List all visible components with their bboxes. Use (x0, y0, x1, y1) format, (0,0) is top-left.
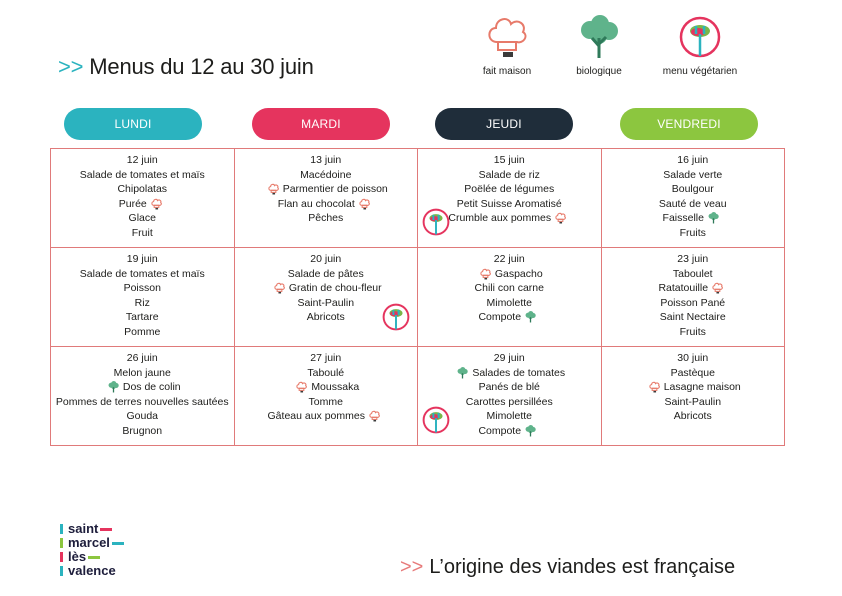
organic-tree-icon (456, 367, 469, 379)
menu-item (604, 380, 783, 395)
menu-item (604, 310, 783, 325)
menu-item-text: Abricots (673, 410, 712, 422)
menu-item-text: Carottes persillées (465, 395, 553, 408)
menu-item-text: Saint Nectaire (659, 311, 726, 323)
menu-item-text: Salade de tomates et maïs (79, 168, 205, 181)
footer-text: L’origine des viandes est française (429, 556, 736, 578)
menu-item (604, 281, 783, 296)
menu-item-text: Flan au chocolat (277, 197, 355, 210)
title-arrows: >> (58, 54, 84, 79)
cell-date: 30 juin (677, 352, 709, 364)
chef-hat-icon (711, 282, 724, 294)
menu-item (420, 310, 599, 325)
menu-item-text: Salades de tomates (472, 366, 566, 379)
menu-item (53, 182, 232, 197)
chef-hat-icon (267, 183, 280, 195)
menu-item-text: Compote (478, 311, 522, 323)
menu-item-text: Purée (118, 197, 147, 210)
title-text: Menus du 12 au 30 juin (89, 54, 314, 79)
cell-date: 12 juin (126, 154, 158, 166)
day-pill-lundi: LUNDI (64, 108, 202, 140)
menu-item (237, 211, 416, 226)
menu-item-text: Taboulet (672, 267, 713, 280)
day-pill-vendredi: VENDREDI (620, 108, 758, 140)
menu-item (420, 168, 599, 183)
menu-item-text: Tartare (125, 311, 159, 323)
menu-item-text: Abricots (306, 311, 345, 323)
day-cell (418, 248, 602, 347)
legend-label: biologique (576, 66, 622, 77)
day-cell (234, 347, 418, 446)
menu-item-text: Taboulé (307, 366, 345, 379)
menu-item-text: Salade de riz (478, 168, 540, 181)
menu-table (50, 148, 785, 446)
chef-hat-icon (295, 381, 308, 393)
menu-item-text: Boulgour (671, 183, 714, 195)
menu-item-text: Crumble aux pommes (448, 212, 552, 224)
menu-item-text: Saint-Paulin (297, 296, 355, 309)
chef-hat-icon (273, 282, 286, 294)
cell-date: 15 juin (493, 154, 525, 166)
menu-item (237, 281, 416, 296)
week-row (51, 347, 785, 446)
menu-item-text: Dos de colin (122, 381, 181, 393)
menu-item (604, 296, 783, 311)
menu-item (237, 168, 416, 183)
legend-label: fait maison (482, 66, 532, 77)
week-row (51, 248, 785, 347)
menu-item (53, 409, 232, 424)
menu-item-text: Petit Suisse Aromatisé (456, 197, 562, 210)
menu-item-text: Tomme (308, 395, 343, 408)
menu-item (237, 366, 416, 381)
menu-item (53, 267, 232, 282)
cell-date: 13 juin (310, 154, 342, 166)
menu-item (53, 168, 232, 183)
menu-item (604, 267, 783, 282)
day-cell (601, 347, 785, 446)
organic-tree-icon (707, 212, 720, 224)
cell-date: 23 juin (677, 253, 709, 265)
menu-item-text: Poëlée de légumes (464, 183, 555, 195)
menu-item (604, 168, 783, 183)
menu-item (420, 296, 599, 311)
menu-item-text: Mimolette (486, 296, 532, 309)
menu-item-text: Fruit (131, 226, 153, 239)
chef-hat-icon (358, 198, 371, 210)
menu-item (604, 182, 783, 197)
menu-item-text: Brugnon (122, 424, 163, 437)
day-cell (51, 149, 235, 248)
menu-item (53, 226, 232, 241)
menu-item (53, 424, 232, 439)
menu-item (237, 380, 416, 395)
menu-item-text: Poisson (123, 282, 161, 294)
menu-item (237, 197, 416, 212)
menu-item-text: Riz (134, 296, 150, 309)
menu-item-text: Macédoine (300, 168, 352, 181)
menu-item (420, 281, 599, 296)
menu-item-text: Chipolatas (117, 183, 168, 195)
menu-item (420, 366, 599, 381)
menu-item-text: Pommes de terres nouvelles sautées (55, 395, 229, 408)
menu-item-text: Gaspacho (494, 267, 543, 280)
menu-item (53, 211, 232, 226)
day-cell (234, 248, 418, 347)
chef-hat-icon (368, 410, 381, 422)
town-logo: saint marcel lès valence (60, 522, 124, 578)
menu-item-text: Fruits (679, 325, 706, 338)
menu-item (53, 296, 232, 311)
menu-item (604, 211, 783, 226)
day-cell (601, 149, 785, 248)
menu-item (53, 325, 232, 340)
menu-item (604, 325, 783, 340)
chef-hat-icon (479, 268, 492, 280)
chef-hat-icon (554, 212, 567, 224)
menu-item-text: Gratin de chou-fleur (288, 282, 382, 294)
organic-tree-icon (524, 311, 537, 323)
cell-date: 27 juin (310, 352, 342, 364)
menu-item (237, 409, 416, 424)
menu-item-text: Moussaka (311, 381, 360, 393)
day-pill-mardi: MARDI (252, 108, 390, 140)
vegetarian-plate-icon (421, 207, 451, 242)
vegetarian-plate-icon (645, 14, 755, 60)
menu-item-text: Faisselle (662, 212, 704, 224)
organic-tree-icon (544, 14, 654, 60)
cell-date: 20 juin (310, 253, 342, 265)
menu-item (420, 182, 599, 197)
legend-biologique (544, 14, 654, 77)
day-cell (51, 347, 235, 446)
menu-item-text: Sauté de veau (658, 197, 727, 210)
menu-item-text: Lasagne maison (663, 381, 741, 393)
vegetarian-plate-icon (381, 302, 411, 337)
cell-date: 26 juin (126, 352, 158, 364)
menu-item-text: Ratatouille (658, 282, 709, 294)
menu-item (53, 310, 232, 325)
week-row (51, 149, 785, 248)
day-cell (601, 248, 785, 347)
menu-item-text: Glace (128, 212, 156, 224)
menu-item (53, 281, 232, 296)
day-cell (234, 149, 418, 248)
menu-item (237, 182, 416, 197)
day-cell (51, 248, 235, 347)
footer-arrows: >> (400, 556, 424, 578)
menu-item (53, 366, 232, 381)
cell-date: 16 juin (677, 154, 709, 166)
menu-item-text: Gâteau aux pommes (267, 410, 365, 422)
menu-item (237, 395, 416, 410)
menu-item-text: Pêches (308, 212, 344, 224)
menu-item-text: Melon jaune (113, 366, 171, 379)
menu-item-text: Compote (478, 424, 522, 437)
meat-origin-note (400, 556, 735, 579)
menu-item-text: Poisson Pané (660, 296, 726, 309)
menu-item-text: Salade de pâtes (287, 267, 364, 280)
menu-item (53, 380, 232, 395)
menu-item (420, 267, 599, 282)
menu-item (237, 267, 416, 282)
menu-item-text: Parmentier de poisson (282, 183, 388, 195)
menu-item-text: Gouda (126, 410, 159, 422)
legend-vegetarien (645, 14, 755, 77)
menu-item-text: Pomme (124, 325, 161, 338)
vegetarian-plate-icon (421, 405, 451, 440)
menu-item (604, 226, 783, 241)
menu-item (604, 366, 783, 381)
menu-item-text: Chili con carne (474, 282, 544, 294)
menu-item-text: Salade verte (663, 168, 723, 181)
menu-item (53, 395, 232, 410)
menu-item (53, 197, 232, 212)
menu-item-text: Salade de tomates et maïs (79, 267, 205, 280)
menu-item-text: Pastèque (670, 366, 715, 379)
cell-date: 22 juin (493, 253, 525, 265)
menu-item (604, 395, 783, 410)
day-cell (418, 347, 602, 446)
menu-item-text: Fruits (679, 226, 706, 239)
menu-item-text: Panés de blé (478, 381, 540, 393)
chef-hat-icon (648, 381, 661, 393)
menu-item (604, 197, 783, 212)
menu-item-text: Mimolette (486, 410, 532, 422)
legend-label: menu végétarien (662, 66, 738, 77)
organic-tree-icon (107, 381, 120, 393)
organic-tree-icon (524, 425, 537, 437)
menu-item-text: Saint-Paulin (664, 395, 722, 408)
chef-hat-icon (150, 198, 163, 210)
day-cell (418, 149, 602, 248)
page-title (58, 54, 314, 80)
cell-date: 19 juin (126, 253, 158, 265)
day-pill-jeudi: JEUDI (435, 108, 573, 140)
menu-item (420, 380, 599, 395)
menu-item (604, 409, 783, 424)
cell-date: 29 juin (493, 352, 525, 364)
